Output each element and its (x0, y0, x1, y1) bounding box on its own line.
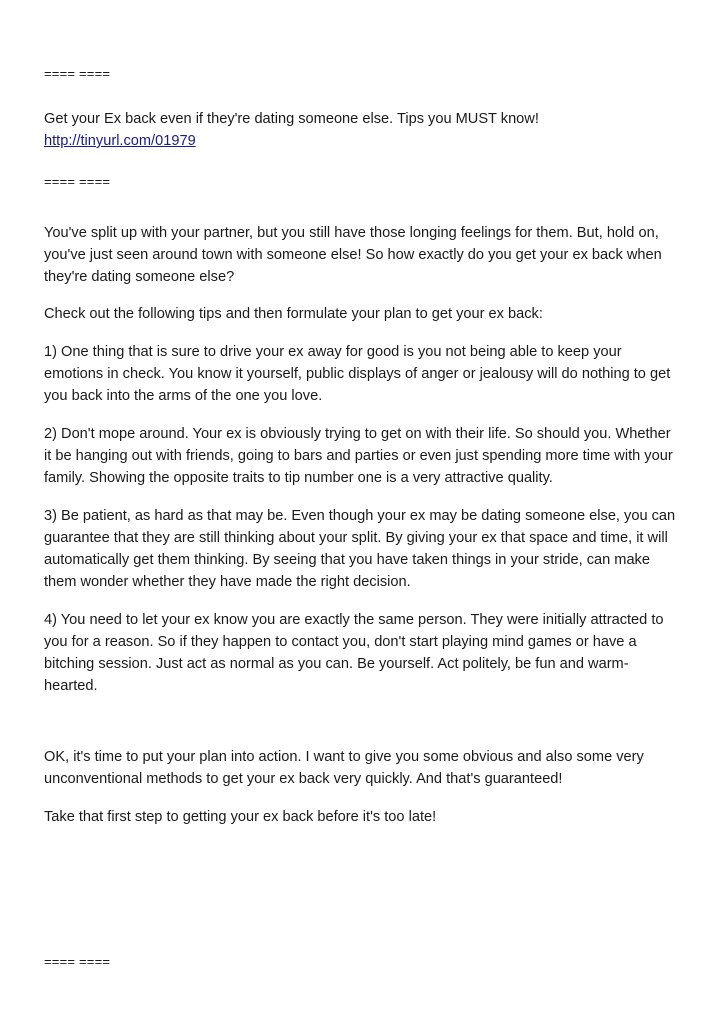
tip1-line-2: emotions in check. You know it yourself, public displays of anger or jealousy will do nothing to get (44, 366, 671, 382)
headline: Get your Ex back even if they're dating someone else. Tips you MUST know! (44, 111, 539, 127)
tip3-line-4: them wonder whether they have made the right decision. (44, 574, 411, 590)
lead-paragraph: Check out the following tips and then formulate your plan to get your ex back: (44, 306, 543, 322)
tip4-line-1: 4) You need to let your ex know you are exactly the same person. They were initially attracted to (44, 612, 664, 628)
intro-line-2: you've just seen around town with someone else! So how exactly do you get your ex back when (44, 247, 662, 263)
separator-bottom: ==== ==== (44, 954, 111, 969)
closing-line-2: unconventional methods to get your ex back very quickly. And that's guaranteed! (44, 771, 563, 787)
tip4-line-2: you for a reason. So if they happen to contact you, don't start playing mind games or have a (44, 634, 637, 650)
separator-top: ==== ==== (44, 66, 111, 81)
tip2-line-2: it be hanging out with friends, going to bars and parties or even just spending more time with your (44, 448, 673, 464)
separator-middle: ==== ==== (44, 174, 111, 189)
tip4-line-4: hearted. (44, 678, 98, 694)
tip3-line-2: guarantee that they are still thinking about your split. By giving your ex that space and time, it will (44, 530, 668, 546)
intro-line-1: You've split up with your partner, but you still have those longing feelings for them. But, hold on, (44, 225, 659, 241)
tip4-line-3: bitching session. Just act as normal as you can. Be yourself. Act politely, be fun and warm- (44, 656, 629, 672)
intro-line-3: they're dating someone else? (44, 269, 235, 285)
final-call-to-action: Take that first step to getting your ex back before it's too late! (44, 809, 437, 825)
document-page (44, 0, 694, 1031)
tip3-line-1: 3) Be patient, as hard as that may be. Even though your ex may be dating someone else, you can (44, 508, 676, 524)
tip2-line-1: 2) Don't mope around. Your ex is obviously trying to get on with their life. So should you. Whether (44, 426, 671, 442)
tip3-line-3: automatically get them thinking. By seeing that you have taken things in your stride, can make (44, 552, 650, 568)
promo-link[interactable]: http://tinyurl.com/01979 (44, 133, 196, 149)
tip1-line-3: you back into the arms of the one you love. (44, 388, 323, 404)
tip2-line-3: family. Showing the opposite traits to tip number one is a very attractive quality. (44, 470, 553, 486)
closing-line-1: OK, it's time to put your plan into action. I want to give you some obvious and also some very (44, 749, 644, 765)
promo-link-line (44, 130, 196, 152)
tip1-line-1: 1) One thing that is sure to drive your ex away for good is you not being able to keep your (44, 344, 622, 360)
